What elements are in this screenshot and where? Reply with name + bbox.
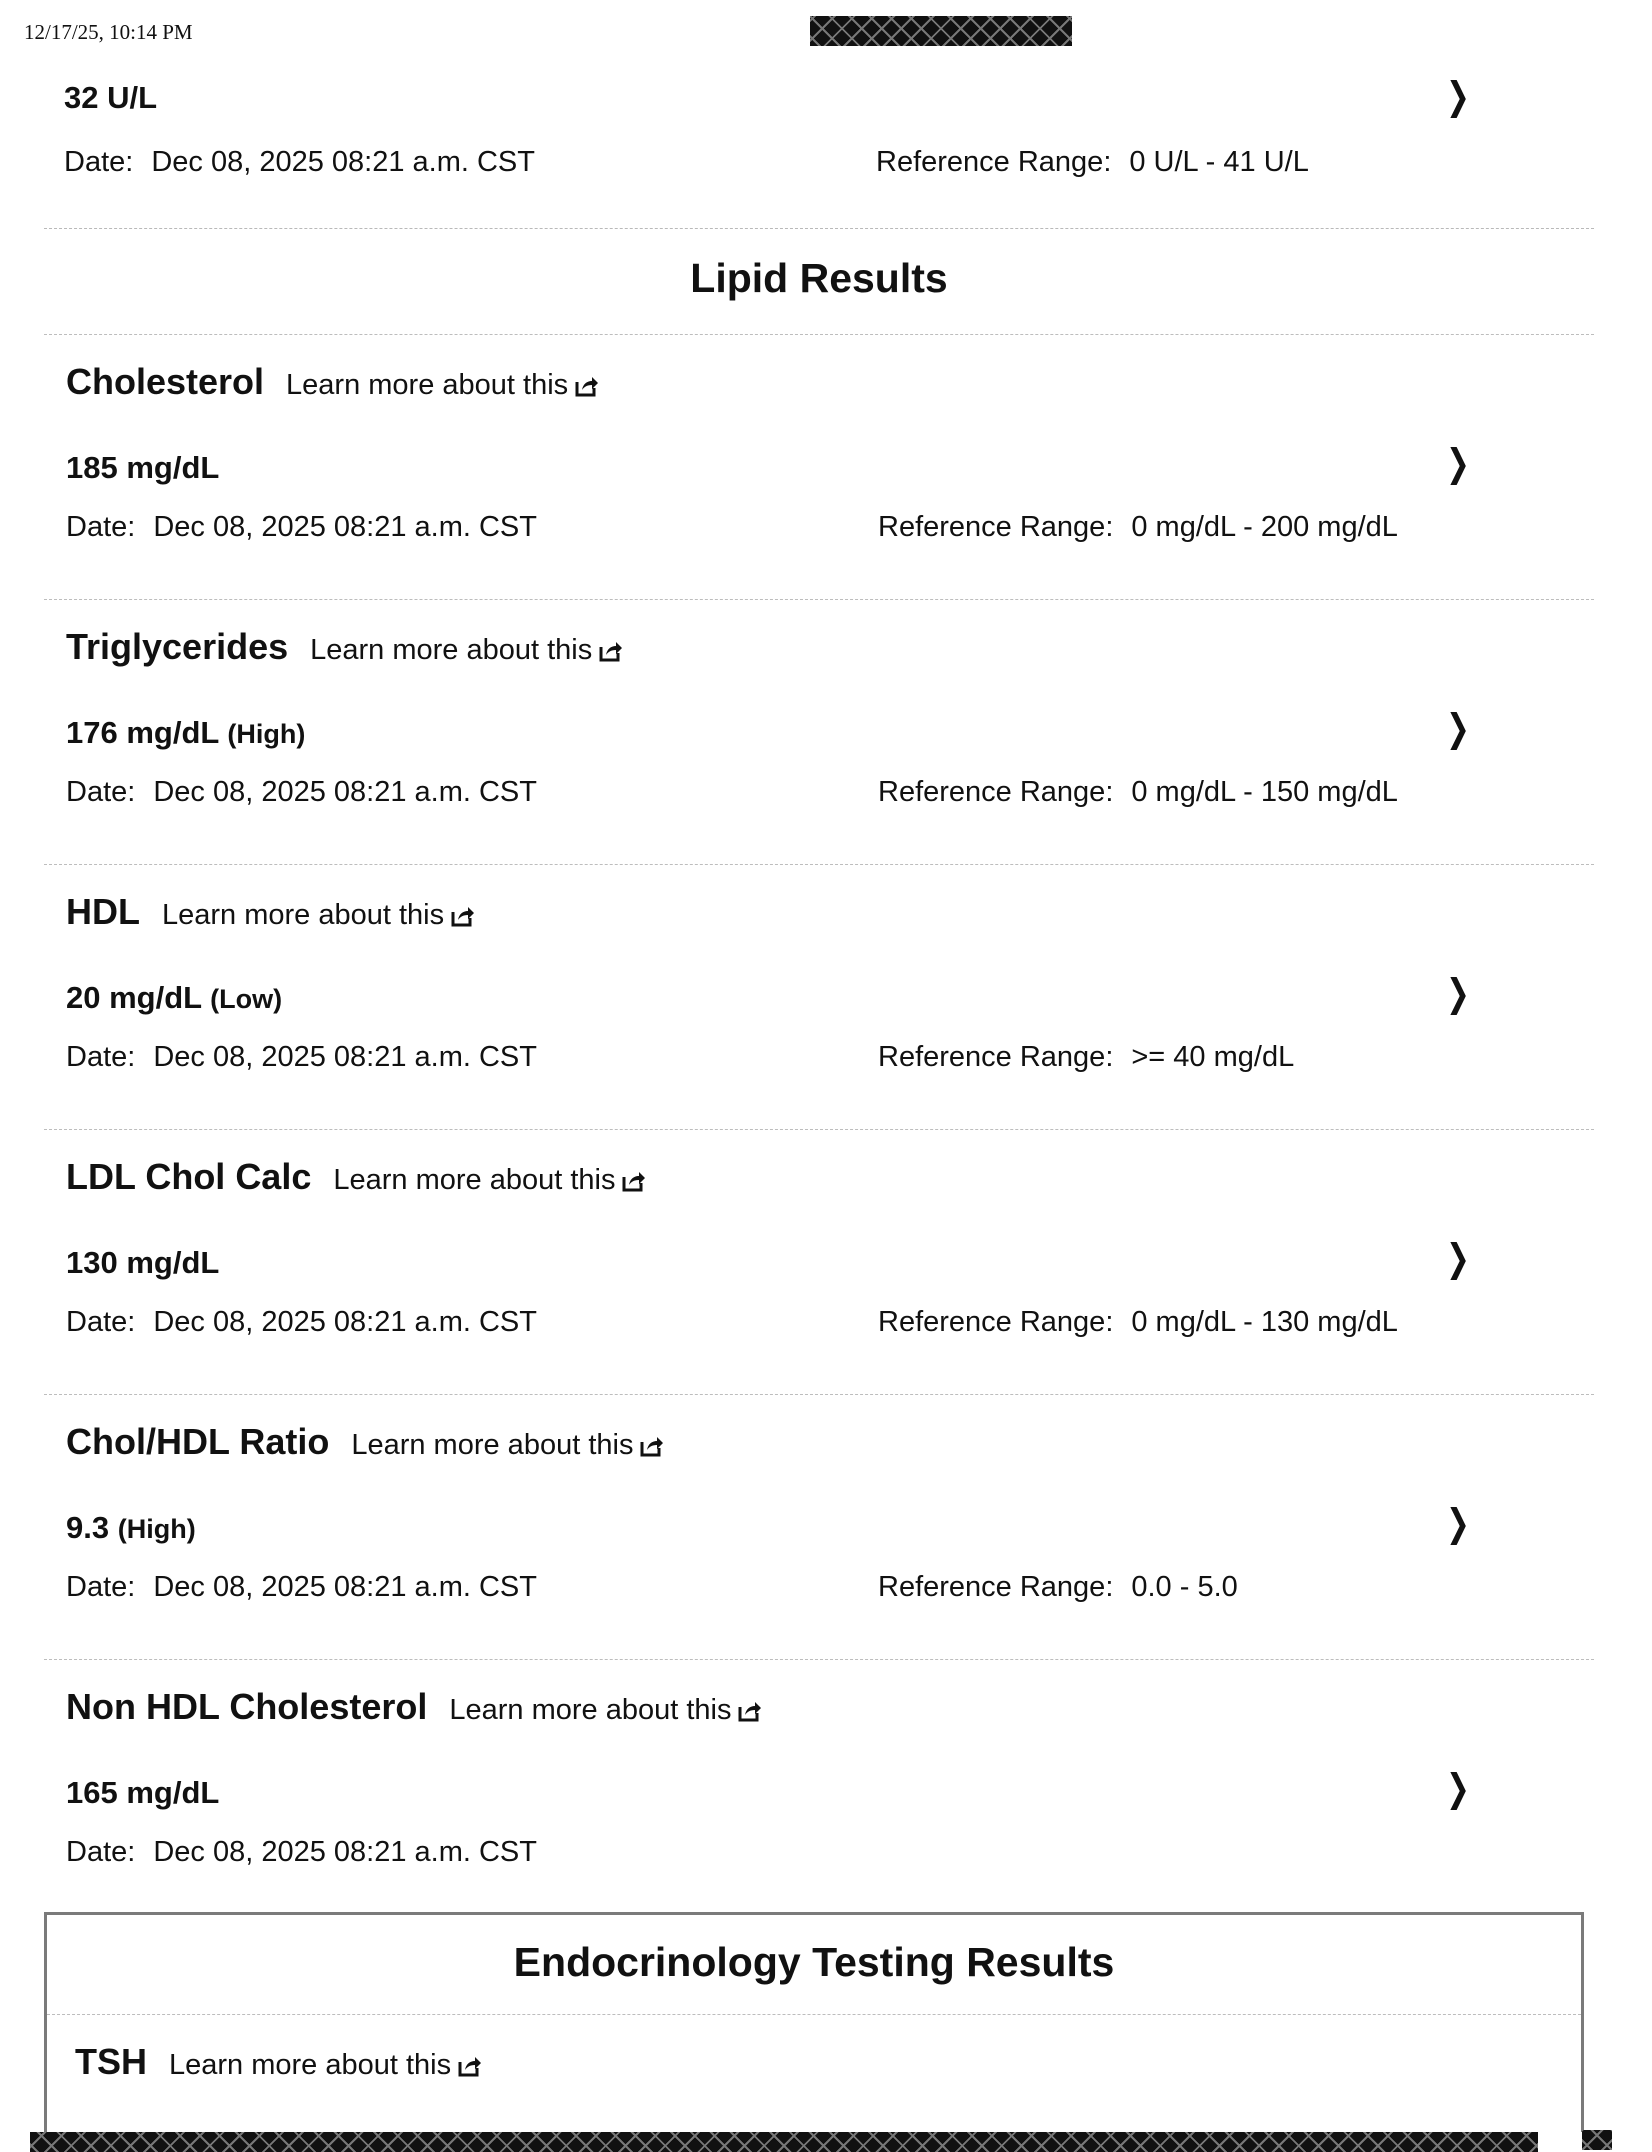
result-meta bbox=[66, 776, 1594, 809]
endocrinology-section bbox=[44, 1912, 1584, 2132]
external-link-icon bbox=[639, 1434, 665, 1458]
test-name: LDL Chol Calc bbox=[66, 1156, 312, 1197]
chevron-right-icon[interactable]: ❯ bbox=[1446, 1238, 1471, 1280]
result-header bbox=[66, 1156, 647, 1198]
result-header bbox=[75, 2041, 483, 2083]
result-value: 185 mg/dL bbox=[66, 450, 220, 485]
result-value: 9.3 (High) bbox=[66, 1510, 196, 1545]
external-link-icon bbox=[450, 904, 476, 928]
external-link-icon bbox=[737, 1699, 763, 1723]
external-link-icon bbox=[574, 374, 600, 398]
test-name: TSH bbox=[75, 2041, 147, 2082]
section-title-lipid: Lipid Results bbox=[44, 229, 1594, 335]
date-label: Date: bbox=[66, 1571, 136, 1603]
date-label: Date: bbox=[66, 511, 136, 543]
result-header bbox=[66, 361, 600, 403]
redaction-mark bbox=[1582, 2130, 1612, 2150]
learn-more-link[interactable]: Learn more about this bbox=[169, 2049, 483, 2082]
result-card[interactable] bbox=[44, 335, 1594, 600]
result-value: 165 mg/dL bbox=[66, 1775, 220, 1810]
learn-more-link[interactable]: Learn more about this bbox=[449, 1694, 763, 1727]
learn-more-link[interactable]: Learn more about this bbox=[286, 369, 600, 402]
redaction-bar-top bbox=[810, 16, 1072, 46]
reference-range: Reference Range: 0 mg/dL - 150 mg/dL bbox=[878, 776, 1398, 808]
test-name: Triglycerides bbox=[66, 626, 289, 667]
result-flag: (High) bbox=[117, 1514, 196, 1544]
result-meta bbox=[66, 511, 1594, 544]
result-value: 130 mg/dL bbox=[66, 1245, 220, 1280]
external-link-icon bbox=[621, 1169, 647, 1193]
test-name: HDL bbox=[66, 891, 140, 932]
chevron-right-icon[interactable]: ❯ bbox=[1446, 443, 1471, 485]
date-value: Dec 08, 2025 08:21 a.m. CST bbox=[153, 776, 537, 808]
date-value: Dec 08, 2025 08:21 a.m. CST bbox=[153, 511, 537, 543]
external-link-icon bbox=[457, 2054, 483, 2078]
test-name: Chol/HDL Ratio bbox=[66, 1421, 330, 1462]
test-name: Cholesterol bbox=[66, 361, 265, 402]
date-value: Dec 08, 2025 08:21 a.m. CST bbox=[153, 1041, 537, 1073]
result-card[interactable] bbox=[44, 1660, 1594, 1915]
reference-range: Reference Range: 0 mg/dL - 200 mg/dL bbox=[878, 511, 1398, 543]
learn-more-link[interactable]: Learn more about this bbox=[333, 1164, 647, 1197]
learn-more-link[interactable]: Learn more about this bbox=[162, 899, 476, 932]
result-header bbox=[66, 626, 624, 668]
result-value: 176 mg/dL (High) bbox=[66, 715, 306, 750]
date-label: Date: bbox=[66, 776, 136, 808]
learn-more-link[interactable]: Learn more about this bbox=[351, 1429, 665, 1462]
reference-range: Reference Range: 0 U/L - 41 U/L bbox=[876, 146, 1309, 178]
result-flag: (Low) bbox=[210, 984, 283, 1014]
print-timestamp: 12/17/25, 10:14 PM bbox=[24, 20, 193, 44]
result-meta bbox=[66, 1041, 1594, 1074]
reference-range: Reference Range: 0 mg/dL - 130 mg/dL bbox=[878, 1306, 1398, 1338]
date-value: Dec 08, 2025 08:21 a.m. CST bbox=[153, 1571, 537, 1603]
result-value: 20 mg/dL (Low) bbox=[66, 980, 283, 1015]
result-meta bbox=[64, 146, 1594, 179]
external-link-icon bbox=[598, 639, 624, 663]
redaction-bar-bottom bbox=[30, 2132, 1538, 2152]
learn-more-link[interactable]: Learn more about this bbox=[310, 634, 624, 667]
date-label: Date: bbox=[66, 1306, 136, 1338]
result-header bbox=[66, 1421, 665, 1463]
chevron-right-icon[interactable]: ❯ bbox=[1446, 1503, 1471, 1545]
chevron-right-icon[interactable]: ❯ bbox=[1446, 973, 1471, 1015]
result-meta bbox=[66, 1306, 1594, 1339]
result-value: 32 U/L bbox=[64, 80, 158, 115]
result-card-previous[interactable] bbox=[44, 54, 1594, 229]
result-meta bbox=[66, 1571, 1594, 1604]
results-list bbox=[44, 54, 1594, 1915]
reference-range: Reference Range: >= 40 mg/dL bbox=[878, 1041, 1295, 1073]
result-header bbox=[66, 1686, 763, 1728]
chevron-right-icon[interactable]: ❯ bbox=[1446, 708, 1471, 750]
chevron-right-icon[interactable]: ❯ bbox=[1446, 1768, 1471, 1810]
chevron-right-icon[interactable]: ❯ bbox=[1446, 76, 1471, 118]
result-card[interactable] bbox=[44, 1395, 1594, 1660]
result-card[interactable] bbox=[44, 600, 1594, 865]
result-card[interactable] bbox=[44, 1130, 1594, 1395]
reference-range: Reference Range: 0.0 - 5.0 bbox=[878, 1571, 1238, 1603]
section-title-endocrinology: Endocrinology Testing Results bbox=[47, 1915, 1581, 2015]
result-card-tsh[interactable] bbox=[47, 2015, 1581, 2125]
result-header bbox=[66, 891, 476, 933]
date-value: Dec 08, 2025 08:21 a.m. CST bbox=[153, 1836, 537, 1868]
test-name: Non HDL Cholesterol bbox=[66, 1686, 428, 1727]
date-value: Dec 08, 2025 08:21 a.m. CST bbox=[153, 1306, 537, 1338]
date-value: Dec 08, 2025 08:21 a.m. CST bbox=[151, 146, 535, 178]
result-meta bbox=[66, 1836, 1594, 1869]
date-label: Date: bbox=[64, 146, 134, 178]
date-label: Date: bbox=[66, 1836, 136, 1868]
result-card[interactable] bbox=[44, 865, 1594, 1130]
result-flag: (High) bbox=[227, 719, 306, 749]
date-label: Date: bbox=[66, 1041, 136, 1073]
